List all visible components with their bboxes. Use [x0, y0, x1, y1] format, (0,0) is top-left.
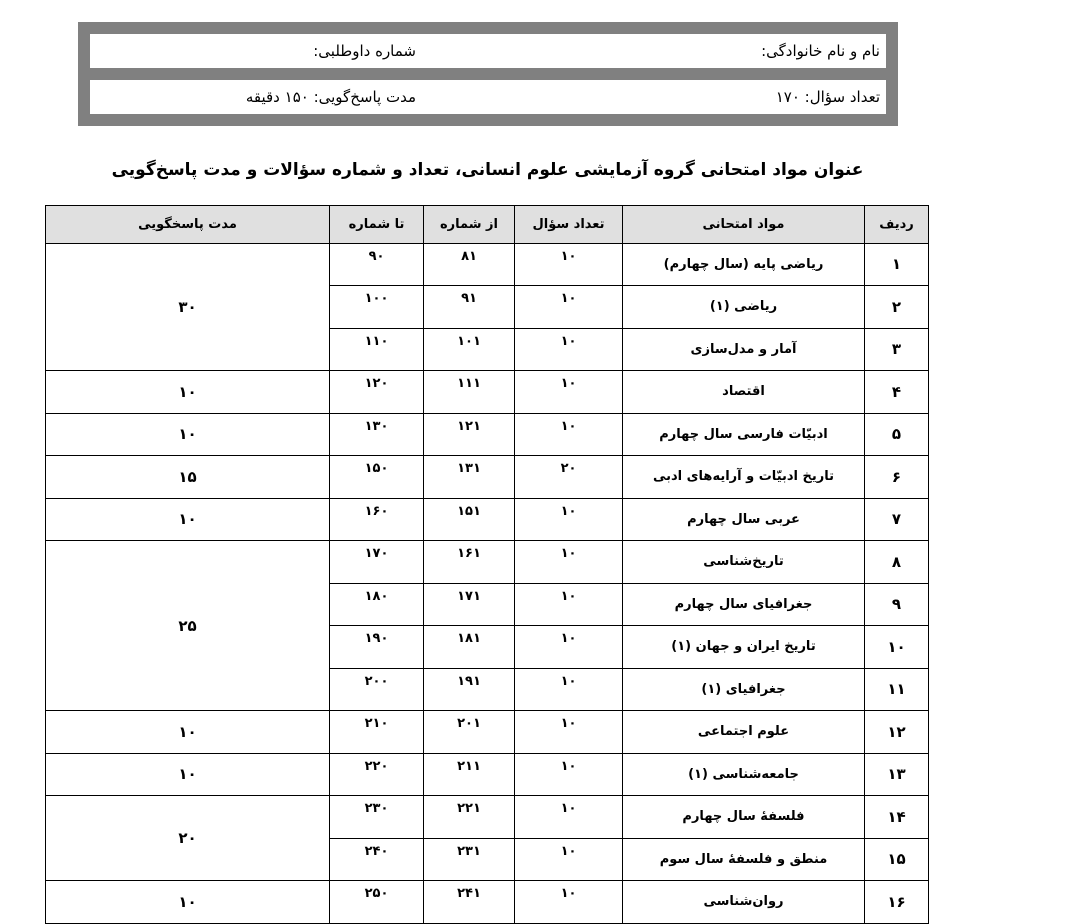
col-header-from: از شماره [424, 206, 515, 244]
to-cell: ۲۲۰ [330, 753, 424, 796]
subject-cell: فلسفهٔ سال چهارم [623, 796, 865, 839]
exam-subjects-table [45, 205, 929, 924]
col-header-duration: مدت پاسخگویی [46, 206, 330, 244]
col-header-count: تعداد سؤال [515, 206, 623, 244]
col-header-subject: مواد امتحانی [623, 206, 865, 244]
to-cell: ۲۰۰ [330, 668, 424, 711]
subject-cell: تاریخ‌شناسی [623, 541, 865, 584]
subject-cell: تاریخ ادبیّات و آرایه‌های ادبی [623, 456, 865, 499]
table-row [46, 753, 929, 796]
to-cell: ۹۰ [330, 243, 424, 286]
count-cell: ۲۰ [515, 456, 623, 499]
subject-cell: ریاضی (۱) [623, 286, 865, 329]
count-cell: ۱۰ [515, 328, 623, 371]
info-row-1 [90, 34, 886, 68]
from-cell: ۲۱۱ [424, 753, 515, 796]
duration-cell: ۱۰ [46, 371, 330, 414]
duration-cell: ۲۵ [46, 541, 330, 711]
from-cell: ۲۳۱ [424, 838, 515, 881]
count-cell: ۱۰ [515, 286, 623, 329]
name-label: نام و نام خانوادگی: [761, 42, 880, 60]
table-row [46, 243, 929, 286]
row-number: ۴ [865, 371, 929, 414]
from-cell: ۱۳۱ [424, 456, 515, 499]
subject-cell: روان‌شناسی [623, 881, 865, 924]
row-number: ۸ [865, 541, 929, 584]
count-cell: ۱۰ [515, 498, 623, 541]
count-cell: ۱۰ [515, 668, 623, 711]
count-cell: ۱۰ [515, 243, 623, 286]
row-number: ۳ [865, 328, 929, 371]
row-number: ۲ [865, 286, 929, 329]
candidate-info-box [78, 22, 898, 126]
to-cell: ۱۳۰ [330, 413, 424, 456]
from-cell: ۱۷۱ [424, 583, 515, 626]
to-cell: ۲۱۰ [330, 711, 424, 754]
from-cell: ۲۲۱ [424, 796, 515, 839]
row-number: ۱۵ [865, 838, 929, 881]
count-cell: ۱۰ [515, 626, 623, 669]
to-cell: ۲۳۰ [330, 796, 424, 839]
from-cell: ۱۶۱ [424, 541, 515, 584]
count-cell: ۱۰ [515, 753, 623, 796]
table-header-row [46, 206, 929, 244]
from-cell: ۱۲۱ [424, 413, 515, 456]
row-number: ۱۱ [865, 668, 929, 711]
subject-cell: جامعه‌شناسی (۱) [623, 753, 865, 796]
duration-cell: ۱۰ [46, 881, 330, 924]
to-cell: ۱۹۰ [330, 626, 424, 669]
question-count: تعداد سؤال: ۱۷۰ [775, 88, 880, 106]
row-number: ۵ [865, 413, 929, 456]
to-cell: ۱۱۰ [330, 328, 424, 371]
table-row [46, 711, 929, 754]
row-number: ۱۶ [865, 881, 929, 924]
duration-cell: ۳۰ [46, 243, 330, 371]
col-header-to: تا شماره [330, 206, 424, 244]
duration-cell: ۱۰ [46, 711, 330, 754]
table-row [46, 371, 929, 414]
col-header-row-number: ردیف [865, 206, 929, 244]
page-title: عنوان مواد امتحانی گروه آزمایشی علوم انسانی، تعداد و شماره سؤالات و مدت پاسخ‌گویی [111, 160, 864, 180]
row-number: ۹ [865, 583, 929, 626]
count-cell: ۱۰ [515, 413, 623, 456]
subject-cell: تاریخ ایران و جهان (۱) [623, 626, 865, 669]
from-cell: ۸۱ [424, 243, 515, 286]
table-row [46, 796, 929, 839]
from-cell: ۲۰۱ [424, 711, 515, 754]
to-cell: ۱۰۰ [330, 286, 424, 329]
table-row [46, 456, 929, 499]
from-cell: ۱۱۱ [424, 371, 515, 414]
duration-cell: ۲۰ [46, 796, 330, 881]
count-cell: ۱۰ [515, 838, 623, 881]
from-cell: ۹۱ [424, 286, 515, 329]
subject-cell: ریاضی پایه (سال چهارم) [623, 243, 865, 286]
count-cell: ۱۰ [515, 711, 623, 754]
to-cell: ۲۴۰ [330, 838, 424, 881]
duration-cell: ۱۰ [46, 498, 330, 541]
subject-cell: منطق و فلسفهٔ سال سوم [623, 838, 865, 881]
to-cell: ۱۲۰ [330, 371, 424, 414]
duration-cell: ۱۵ [46, 456, 330, 499]
row-number: ۷ [865, 498, 929, 541]
count-cell: ۱۰ [515, 796, 623, 839]
exam-duration: مدت پاسخ‌گویی: ۱۵۰ دقیقه [245, 88, 416, 106]
subject-cell: ادبیّات فارسی سال چهارم [623, 413, 865, 456]
row-number: ۱۳ [865, 753, 929, 796]
to-cell: ۲۵۰ [330, 881, 424, 924]
from-cell: ۲۴۱ [424, 881, 515, 924]
subject-cell: جغرافیای سال چهارم [623, 583, 865, 626]
row-number: ۱۴ [865, 796, 929, 839]
table-row [46, 413, 929, 456]
subject-cell: عربی سال چهارم [623, 498, 865, 541]
count-cell: ۱۰ [515, 583, 623, 626]
count-cell: ۱۰ [515, 541, 623, 584]
row-number: ۱۲ [865, 711, 929, 754]
subject-cell: علوم اجتماعی [623, 711, 865, 754]
subject-cell: اقتصاد [623, 371, 865, 414]
to-cell: ۱۶۰ [330, 498, 424, 541]
row-number: ۱۰ [865, 626, 929, 669]
subject-cell: جغرافیای (۱) [623, 668, 865, 711]
row-number: ۱ [865, 243, 929, 286]
candidate-number-label: شماره داوطلبی: [313, 42, 416, 60]
row-number: ۶ [865, 456, 929, 499]
from-cell: ۱۹۱ [424, 668, 515, 711]
subject-cell: آمار و مدل‌سازی [623, 328, 865, 371]
table-row [46, 881, 929, 924]
to-cell: ۱۵۰ [330, 456, 424, 499]
duration-cell: ۱۰ [46, 753, 330, 796]
count-cell: ۱۰ [515, 881, 623, 924]
from-cell: ۱۵۱ [424, 498, 515, 541]
table-row [46, 541, 929, 584]
from-cell: ۱۰۱ [424, 328, 515, 371]
table-row [46, 498, 929, 541]
info-row-2 [90, 80, 886, 114]
to-cell: ۱۸۰ [330, 583, 424, 626]
duration-cell: ۱۰ [46, 413, 330, 456]
count-cell: ۱۰ [515, 371, 623, 414]
to-cell: ۱۷۰ [330, 541, 424, 584]
from-cell: ۱۸۱ [424, 626, 515, 669]
